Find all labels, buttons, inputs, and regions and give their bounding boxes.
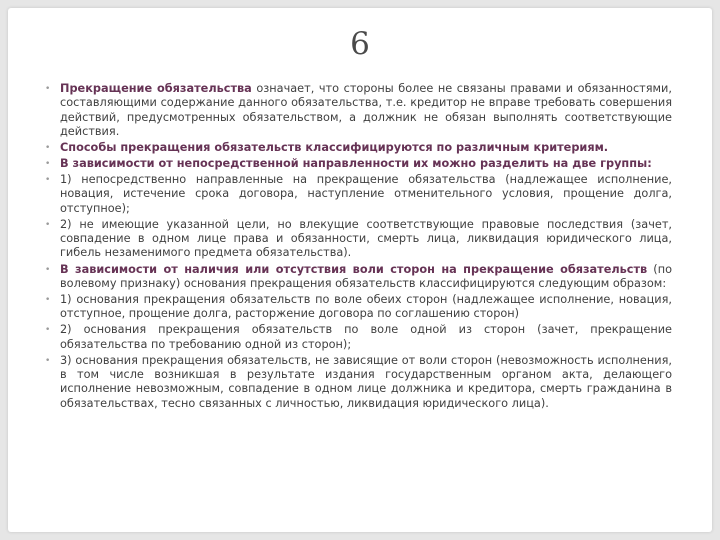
list-item bbox=[45, 82, 672, 139]
item-text: 1) непосредственно направленные на прекращение обязательства (надлежащее исполнение, новация, истечение срока договора, наступление отменительного условия, прощение долга, отступное); bbox=[60, 173, 672, 215]
slide-number: 6 bbox=[350, 26, 370, 62]
item-text: 3) основания прекращения обязательств, не зависящие от воли сторон (невозможность исполнения, в том числе возникшая в результате издания государственным органом акта, делающего исполнение невозможным, совпадение в одном лице должника и кредитора, смерть гражданина в обязательствах, тесно связанных с личностью, ликвидация юридического лица). bbox=[60, 353, 672, 410]
item-emphasis: Прекращение обязательства bbox=[60, 82, 252, 95]
bullet-list bbox=[45, 82, 673, 413]
list-item bbox=[45, 292, 672, 322]
bullet-icon: • bbox=[45, 355, 51, 366]
item-emphasis: В зависимости от непосредственной направленности их можно разделить на две группы: bbox=[60, 157, 652, 171]
item-text: (по волевому признаку) основания прекращения обязательств классифицируются следующим образом: bbox=[60, 262, 673, 290]
item-text: 2) не имеющие указанной цели, но влекущие соответствующие правовые последствия (зачет, совпадение в одном лице права и обязанности, смерть лица, ликвидация юридического лица, гибель незаменимого предмета обязательства). bbox=[60, 217, 672, 260]
bullet-icon: • bbox=[45, 219, 51, 230]
bullet-icon: • bbox=[45, 142, 51, 153]
bullet-icon: • bbox=[45, 325, 51, 336]
item-emphasis: Способы прекращения обязательств классифицируются по различным критериям. bbox=[60, 140, 609, 154]
list-item bbox=[45, 262, 673, 292]
list-item bbox=[45, 323, 672, 352]
list-item bbox=[45, 217, 672, 261]
item-text: 2) основания прекращения обязательств по воле одной из сторон (зачет, прекращение обязательства по требованию одной из сторон); bbox=[60, 323, 672, 351]
bullet-icon: • bbox=[45, 175, 51, 186]
item-text: означает, что стороны более не связаны правами и обязанностями, составляющими содержание данного обязательства, т.е. кредитор не вправе требовать совершения действий, предусмотренных обязательством, а должник не обязан выполнять соответствующие действия. bbox=[60, 82, 672, 138]
item-text: 1) основания прекращения обязательств по воле обеих сторон (надлежащее исполнение, новация, отступное, прощение долга, расторжение договора по соглашению сторон) bbox=[60, 292, 672, 321]
list-item bbox=[45, 353, 672, 411]
list-item bbox=[45, 157, 672, 171]
bullet-icon: • bbox=[45, 84, 51, 94]
item-emphasis: В зависимости от наличия или отсутствия воли сторон на прекращение обязательств bbox=[60, 262, 648, 276]
slide bbox=[8, 8, 712, 532]
bullet-icon: • bbox=[45, 264, 51, 275]
list-item bbox=[45, 173, 672, 216]
bullet-icon: • bbox=[45, 294, 51, 305]
list-item bbox=[45, 140, 672, 155]
bullet-icon: • bbox=[45, 159, 51, 170]
